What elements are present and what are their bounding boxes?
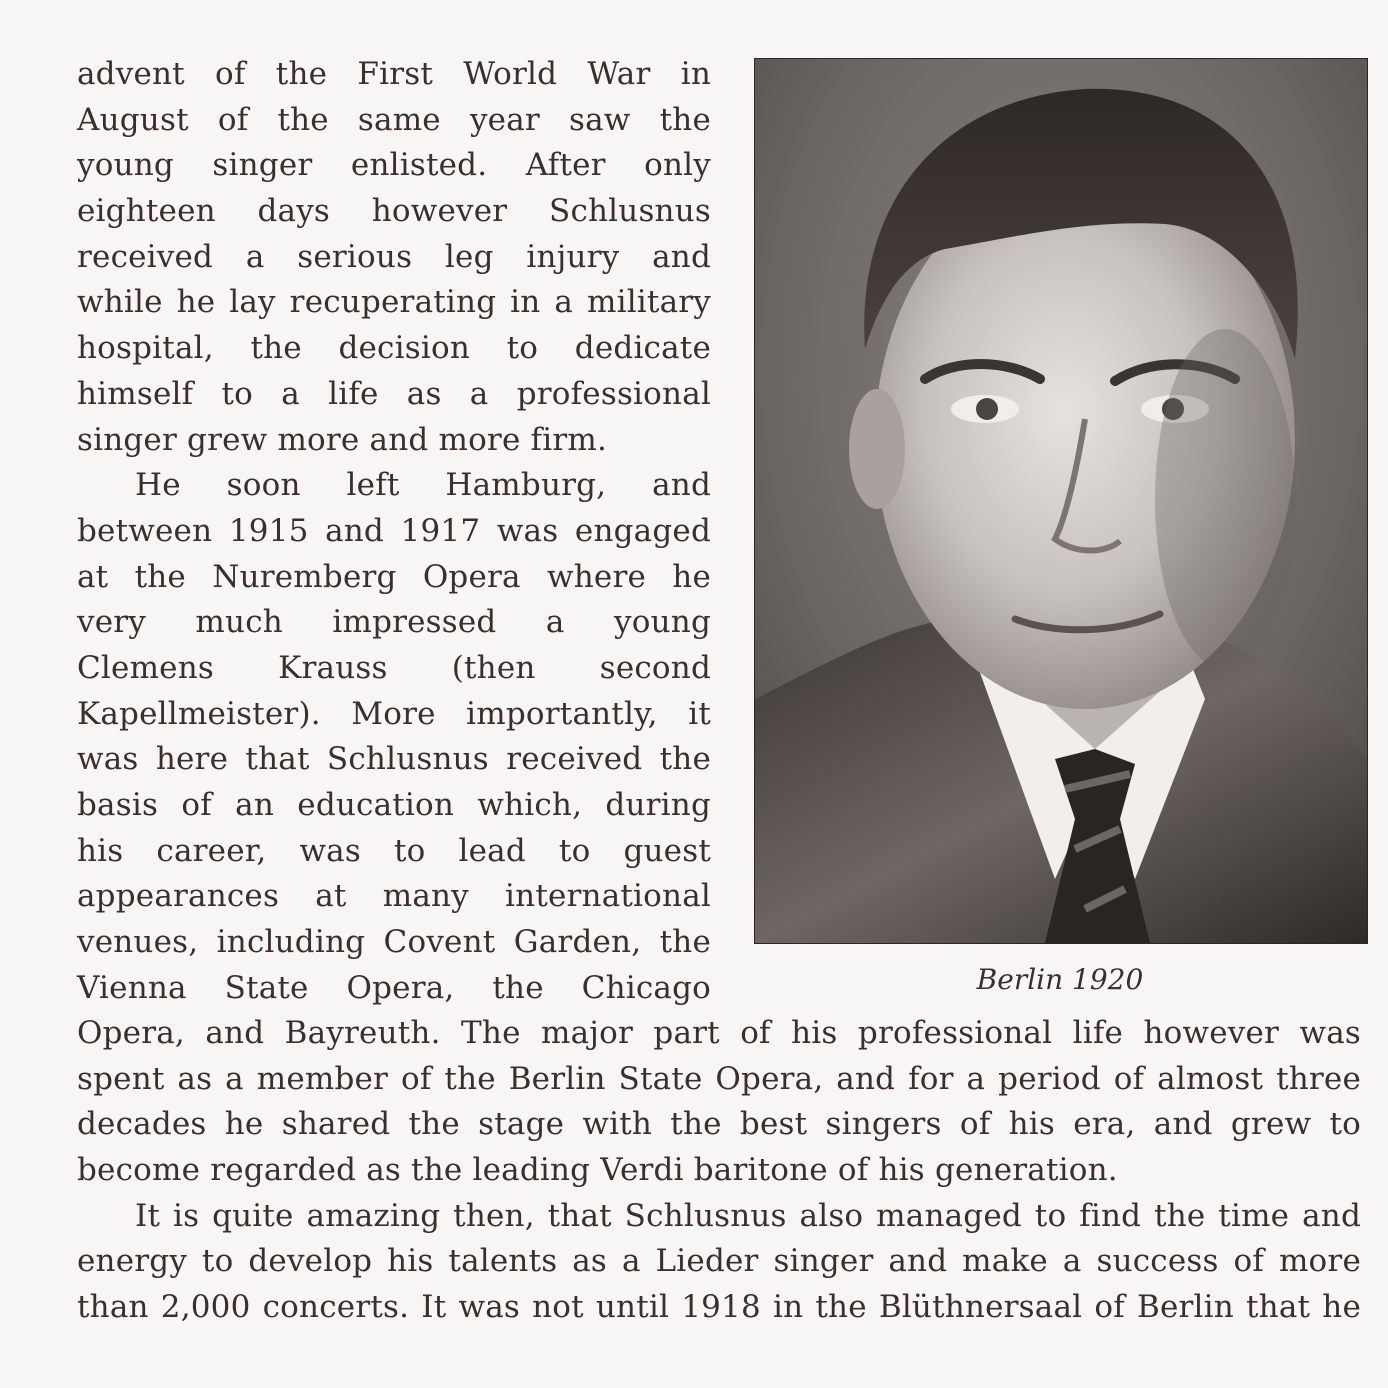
text-line: Kapellmeister). More importantly, it	[77, 695, 711, 732]
text-line: Vienna State Opera, the Chicago	[77, 969, 711, 1006]
photo-caption: Berlin 1920	[976, 963, 1144, 996]
text-line: Opera, and Bayreuth. The major part of his professional life however was	[77, 1015, 1361, 1051]
text-line: It is quite amazing then, that Schlusnus also managed to find the time and	[135, 1197, 1361, 1234]
portrait-photo	[754, 58, 1368, 944]
text-line: was here that Schlusnus received the	[77, 741, 711, 778]
text-line: hospital, the decision to dedicate	[77, 330, 711, 367]
text-line: decades he shared the stage with the best singers of his era, and grew to	[77, 1106, 1361, 1143]
text-line: than 2,000 concerts. It was not until 1918 in the Blüthnersaal of Berlin that he	[77, 1289, 1361, 1326]
text-line: himself to a life as a professional	[77, 375, 711, 412]
text-line: eighteen days however Schlusnus	[77, 193, 711, 230]
text-line: while he lay recuperating in a military	[77, 284, 711, 321]
column-text	[77, 52, 711, 1011]
text-line: energy to develop his talents as a Lieder singer and make a success of more	[77, 1243, 1361, 1280]
text-line: appearances at many international	[77, 878, 711, 915]
text-line: received a serious leg injury and	[77, 238, 711, 275]
text-line: become regarded as the leading Verdi baritone of his generation.	[77, 1152, 1118, 1189]
text-line: between 1915 and 1917 was engaged	[77, 512, 711, 549]
text-line: He soon left Hamburg, and	[135, 467, 711, 504]
text-line: advent of the First World War in	[77, 56, 711, 92]
full-width-text	[77, 1011, 1361, 1331]
text-line: August of the same year saw the	[77, 101, 711, 138]
text-line: his career, was to lead to guest	[77, 832, 711, 869]
text-line: Clemens Krauss (then second	[77, 649, 711, 686]
text-line: basis of an education which, during	[77, 787, 711, 823]
text-line: spent as a member of the Berlin State Opera, and for a period of almost three	[77, 1060, 1361, 1097]
text-line: very much impressed a young	[77, 604, 711, 641]
text-line: at the Nuremberg Opera where he	[77, 558, 711, 595]
text-line: venues, including Covent Garden, the	[77, 924, 711, 961]
portrait-illustration	[755, 59, 1367, 943]
text-line: singer grew more and more firm.	[77, 421, 608, 458]
text-line: young singer enlisted. After only	[77, 147, 711, 184]
